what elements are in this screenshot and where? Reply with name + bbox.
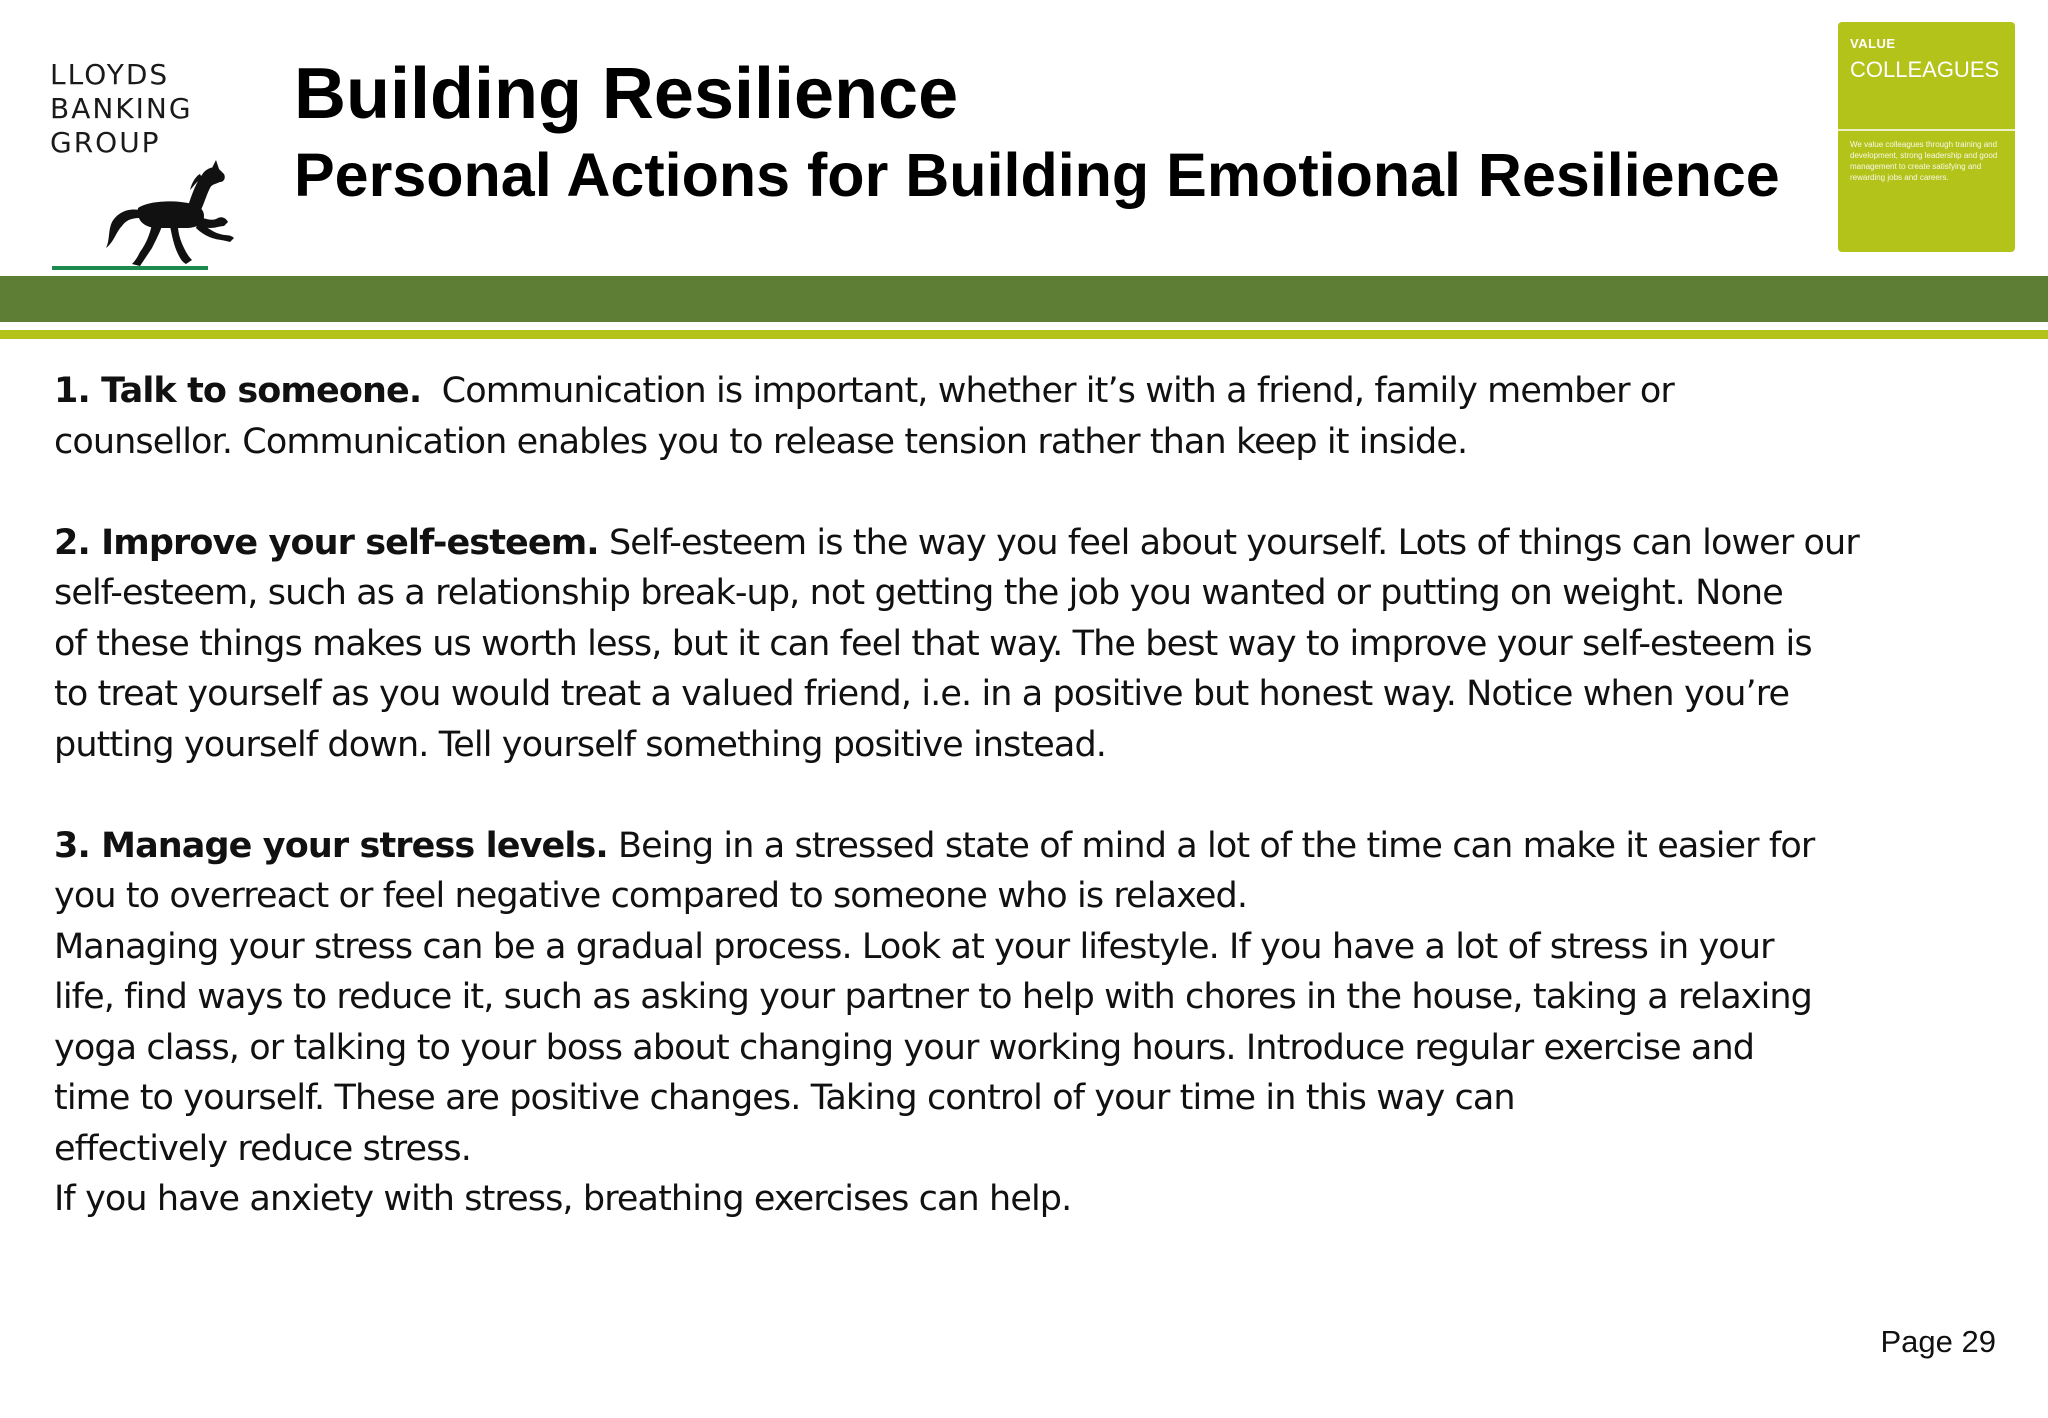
action-item-2-line: of these things makes us worth less, but it can feel that way. The best way to improve your self-esteem is [54,623,1812,664]
action-item-1-text: Communication is important, whether it’s with a friend, family member or [441,371,1674,411]
action-item-3-line: time to yourself. These are positive changes. Taking control of your time in this way can [54,1078,1515,1118]
action-item-3-line: effectively reduce stress. [54,1128,471,1169]
action-item-3 [54,821,1954,1225]
page-subtitle: Personal Actions for Building Emotional Resilience [294,141,1780,209]
action-item-3-line: If you have anxiety with stress, breathing exercises can help. [54,1179,1072,1219]
action-item-2-heading: 2. Improve your self-esteem. [54,522,599,563]
action-item-3-line: you to overreact or feel negative compared to someone who is relaxed. [54,876,1248,916]
action-item-1-line [54,366,1954,417]
action-item-3-line: Managing your stress can be a gradual process. Look at your lifestyle. If you have a lot of stress in your [54,926,1774,967]
badge-title: COLLEAGUES [1850,57,2000,82]
badge-kicker: VALUE [1850,36,1896,51]
badge-description: We value colleagues through training and development, strong leadership and good management to create satisfying and rewarding jobs and careers. [1850,140,1998,182]
action-item-3-line: yoga class, or talking to your boss about changing your working hours. Introduce regular exercise and [54,1027,1755,1068]
action-item-2 [54,518,1954,771]
page-number: Page 29 [1880,1324,1996,1359]
black-horse-icon [100,160,250,270]
action-item-3-line [54,821,1954,872]
action-item-3-line: life, find ways to reduce it, such as asking your partner to help with chores in the house, taking a relaxing [54,977,1812,1017]
action-item-2-line: self-esteem, such as a relationship break-up, not getting the job you wanted or putting on weight. None [54,573,1783,613]
spacer [54,770,1954,821]
lloyds-banking-group-logo [50,58,240,273]
action-item-1-heading: 1. Talk to someone. [54,371,422,411]
action-item-3-text: Being in a stressed state of mind a lot of the time can make it easier for [617,825,1815,866]
action-item-2-line: to treat yourself as you would treat a valued friend, i.e. in a positive but honest way. Notice when you’re [54,674,1790,714]
page-title: Building Resilience [294,54,959,134]
logo-line-2: BANKING [50,92,193,125]
value-colleagues-badge [1838,22,2015,252]
action-item-1-line: counsellor. Communication enables you to release tension rather than keep it inside. [54,421,1468,462]
logo-underline [52,266,208,270]
action-item-2-text: Self-esteem is the way you feel about yourself. Lots of things can lower our [608,522,1859,563]
action-item-3-heading: 3. Manage your stress levels. [54,825,608,866]
resilience-actions-list [54,366,1954,1225]
header-band-light [0,330,2048,339]
action-item-2-line [54,518,1954,569]
logo-line-1: LLOYDS [50,58,170,91]
header-band-dark [0,276,2048,322]
badge-divider [1838,129,2015,131]
action-item-1 [54,366,1954,467]
spacer [54,467,1954,518]
logo-line-3: GROUP [50,126,161,159]
action-item-2-line: putting yourself down. Tell yourself something positive instead. [54,724,1107,765]
